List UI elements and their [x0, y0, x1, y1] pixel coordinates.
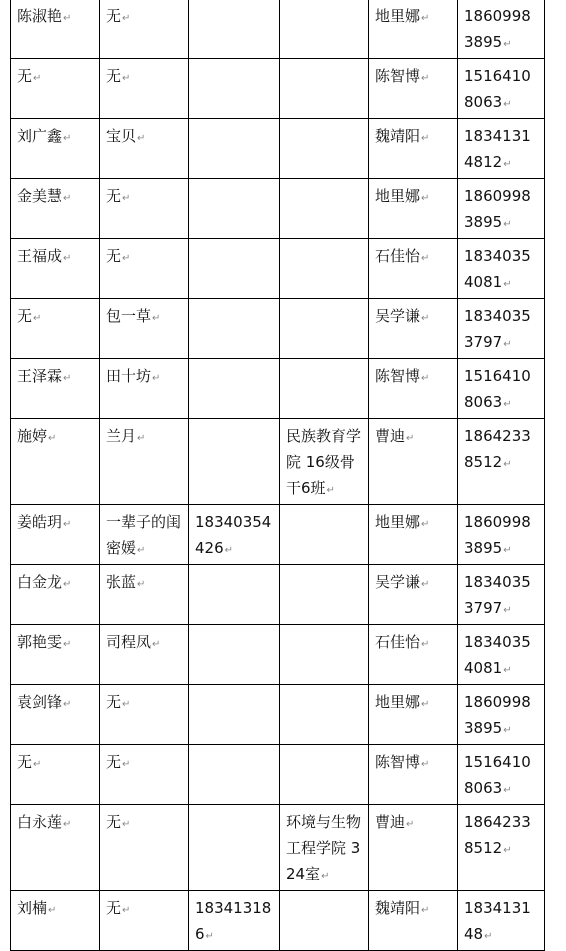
name-cell	[11, 805, 100, 891]
address-cell	[280, 685, 369, 745]
cell-text: 18642338512	[464, 427, 531, 471]
address-cell	[280, 119, 369, 179]
cell-text: 无	[106, 693, 122, 711]
cell-text: 18609983895	[464, 7, 531, 51]
cell-text: 18642338512	[464, 813, 531, 857]
paragraph-mark-icon: ↵	[122, 193, 131, 204]
address-cell	[280, 625, 369, 685]
paragraph-mark-icon: ↵	[406, 433, 415, 444]
nickname-cell	[100, 565, 189, 625]
address-cell	[280, 59, 369, 119]
cell-text: 田十坊	[106, 367, 152, 385]
phone-cell	[189, 685, 280, 745]
contact-person-cell	[369, 891, 458, 951]
table-row	[11, 745, 545, 805]
name-cell	[11, 565, 100, 625]
name-cell	[11, 0, 100, 59]
nickname-cell	[100, 59, 189, 119]
paragraph-mark-icon: ↵	[122, 759, 131, 770]
name-cell	[11, 745, 100, 805]
cell-text: 姜皓玥	[17, 513, 63, 531]
contact-person-cell	[369, 359, 458, 419]
cell-text: 无	[106, 7, 122, 25]
name-cell	[11, 59, 100, 119]
contact-phone-cell	[458, 299, 545, 359]
phone-cell	[189, 745, 280, 805]
paragraph-mark-icon: ↵	[421, 373, 430, 384]
paragraph-mark-icon: ↵	[122, 73, 131, 84]
name-cell	[11, 179, 100, 239]
cell-text: 地里娜	[375, 7, 421, 25]
paragraph-mark-icon: ↵	[205, 931, 214, 942]
cell-text: 曹迪	[375, 427, 406, 445]
cell-text: 吴学谦	[375, 573, 421, 591]
paragraph-mark-icon: ↵	[503, 785, 512, 796]
paragraph-mark-icon: ↵	[63, 373, 72, 384]
name-cell	[11, 239, 100, 299]
paragraph-mark-icon: ↵	[63, 579, 72, 590]
nickname-cell	[100, 505, 189, 565]
phone-cell	[189, 179, 280, 239]
table-row	[11, 239, 545, 299]
phone-cell	[189, 59, 280, 119]
paragraph-mark-icon: ↵	[122, 253, 131, 264]
paragraph-mark-icon: ↵	[122, 13, 131, 24]
paragraph-mark-icon: ↵	[48, 905, 57, 916]
nickname-cell	[100, 0, 189, 59]
cell-text: 18609983895	[464, 513, 531, 557]
paragraph-mark-icon: ↵	[63, 639, 72, 650]
paragraph-mark-icon: ↵	[63, 819, 72, 830]
cell-text: 18340354081	[464, 633, 531, 677]
cell-text: 魏靖阳	[375, 127, 421, 145]
contact-phone-cell	[458, 685, 545, 745]
paragraph-mark-icon: ↵	[137, 545, 146, 556]
paragraph-mark-icon: ↵	[421, 519, 430, 530]
nickname-cell	[100, 805, 189, 891]
cell-text: 魏靖阳	[375, 899, 421, 917]
contact-person-cell	[369, 0, 458, 59]
contact-person-cell	[369, 745, 458, 805]
cell-text: 18609983895	[464, 693, 531, 737]
cell-text: 刘楠	[17, 899, 48, 917]
nickname-cell	[100, 625, 189, 685]
phone-cell	[189, 625, 280, 685]
contact-phone-cell	[458, 505, 545, 565]
contact-person-cell	[369, 565, 458, 625]
address-cell	[280, 359, 369, 419]
paragraph-mark-icon: ↵	[503, 845, 512, 856]
contact-phone-cell	[458, 805, 545, 891]
cell-text: 宝贝	[106, 127, 137, 145]
cell-text: 施婷	[17, 427, 48, 445]
cell-text: 环境与生物工程学院 324室	[286, 813, 362, 883]
cell-text: 吴学谦	[375, 307, 421, 325]
table-row	[11, 179, 545, 239]
name-cell	[11, 685, 100, 745]
name-cell	[11, 359, 100, 419]
contact-person-cell	[369, 59, 458, 119]
paragraph-mark-icon: ↵	[152, 639, 161, 650]
cell-text: 地里娜	[375, 693, 421, 711]
paragraph-mark-icon: ↵	[503, 399, 512, 410]
table-row	[11, 59, 545, 119]
address-cell	[280, 505, 369, 565]
phone-cell	[189, 805, 280, 891]
paragraph-mark-icon: ↵	[421, 313, 430, 324]
name-cell	[11, 419, 100, 505]
paragraph-mark-icon: ↵	[122, 819, 131, 830]
cell-text: 陈淑艳	[17, 7, 63, 25]
paragraph-mark-icon: ↵	[63, 193, 72, 204]
contact-phone-cell	[458, 119, 545, 179]
phone-cell	[189, 299, 280, 359]
nickname-cell	[100, 745, 189, 805]
cell-text: 地里娜	[375, 187, 421, 205]
address-cell	[280, 0, 369, 59]
contact-phone-cell	[458, 745, 545, 805]
cell-text: 金美慧	[17, 187, 63, 205]
paragraph-mark-icon: ↵	[421, 639, 430, 650]
nickname-cell	[100, 179, 189, 239]
paragraph-mark-icon: ↵	[421, 13, 430, 24]
contact-person-cell	[369, 179, 458, 239]
nickname-cell	[100, 891, 189, 951]
cell-text: 陈智博	[375, 67, 421, 85]
cell-text: 无	[106, 247, 122, 265]
contact-person-cell	[369, 685, 458, 745]
cell-text: 18341314812	[464, 127, 531, 171]
cell-text: 曹迪	[375, 813, 406, 831]
contact-phone-cell	[458, 565, 545, 625]
paragraph-mark-icon: ↵	[63, 699, 72, 710]
cell-text: 18340353797	[464, 307, 531, 351]
cell-text: 刘广鑫	[17, 127, 63, 145]
paragraph-mark-icon: ↵	[152, 313, 161, 324]
cell-text: 无	[17, 307, 33, 325]
paragraph-mark-icon: ↵	[503, 219, 512, 230]
paragraph-mark-icon: ↵	[503, 665, 512, 676]
cell-text: 无	[17, 753, 33, 771]
paragraph-mark-icon: ↵	[33, 759, 42, 770]
contact-phone-cell	[458, 625, 545, 685]
paragraph-mark-icon: ↵	[152, 373, 161, 384]
cell-text: 无	[106, 67, 122, 85]
paragraph-mark-icon: ↵	[224, 545, 234, 556]
cell-text: 陈智博	[375, 753, 421, 771]
table-body	[11, 0, 545, 951]
paragraph-mark-icon: ↵	[63, 519, 72, 530]
contact-person-cell	[369, 805, 458, 891]
paragraph-mark-icon: ↵	[421, 193, 430, 204]
paragraph-mark-icon: ↵	[421, 579, 430, 590]
name-cell	[11, 625, 100, 685]
cell-text: 兰月	[106, 427, 137, 445]
table-row	[11, 625, 545, 685]
paragraph-mark-icon: ↵	[321, 871, 330, 882]
paragraph-mark-icon: ↵	[484, 931, 493, 942]
table-row	[11, 119, 545, 179]
paragraph-mark-icon: ↵	[503, 159, 512, 170]
phone-cell	[189, 505, 280, 565]
cell-text: 白金龙	[17, 573, 63, 591]
paragraph-mark-icon: ↵	[421, 133, 430, 144]
paragraph-mark-icon: ↵	[503, 279, 512, 290]
contact-person-cell	[369, 419, 458, 505]
nickname-cell	[100, 299, 189, 359]
table-row	[11, 359, 545, 419]
cell-text: 无	[106, 813, 122, 831]
cell-text: 民族教育学院 16级骨干6班	[286, 427, 362, 497]
nickname-cell	[100, 359, 189, 419]
address-cell	[280, 239, 369, 299]
table-row	[11, 805, 545, 891]
table-row	[11, 505, 545, 565]
nickname-cell	[100, 119, 189, 179]
paragraph-mark-icon: ↵	[33, 73, 42, 84]
cell-text: 王福成	[17, 247, 63, 265]
paragraph-mark-icon: ↵	[122, 699, 131, 710]
cell-text: 183413186	[195, 899, 272, 943]
cell-text: 陈智博	[375, 367, 421, 385]
cell-text: 无	[106, 753, 122, 771]
cell-text: 15164108063	[464, 753, 531, 797]
address-cell	[280, 299, 369, 359]
name-cell	[11, 891, 100, 951]
paragraph-mark-icon: ↵	[503, 459, 512, 470]
table-row	[11, 299, 545, 359]
cell-text: 一辈子的闺密媛	[106, 513, 182, 557]
table-row	[11, 0, 545, 59]
paragraph-mark-icon: ↵	[503, 99, 512, 110]
cell-text: 15164108063	[464, 367, 531, 411]
table-row	[11, 419, 545, 505]
cell-text: 无	[106, 187, 122, 205]
contact-person-cell	[369, 299, 458, 359]
cell-text: 郭艳雯	[17, 633, 63, 651]
address-cell	[280, 179, 369, 239]
table-row	[11, 891, 545, 951]
phone-cell	[189, 565, 280, 625]
phone-cell	[189, 119, 280, 179]
phone-cell	[189, 239, 280, 299]
address-cell	[280, 891, 369, 951]
address-cell	[280, 419, 369, 505]
paragraph-mark-icon: ↵	[503, 605, 512, 616]
contact-phone-cell	[458, 179, 545, 239]
paragraph-mark-icon: ↵	[421, 253, 430, 264]
address-cell	[280, 565, 369, 625]
paragraph-mark-icon: ↵	[137, 579, 146, 590]
cell-text: 18340354081	[464, 247, 531, 291]
cell-text: 王泽霖	[17, 367, 63, 385]
paragraph-mark-icon: ↵	[503, 39, 512, 50]
paragraph-mark-icon: ↵	[48, 433, 57, 444]
paragraph-mark-icon: ↵	[33, 313, 42, 324]
cell-text: 地里娜	[375, 513, 421, 531]
cell-text: 袁剑锋	[17, 693, 63, 711]
contact-person-cell	[369, 625, 458, 685]
cell-text: 183413148	[464, 899, 531, 943]
cell-text: 张蓝	[106, 573, 137, 591]
contact-phone-cell	[458, 0, 545, 59]
cell-text: 18609983895	[464, 187, 531, 231]
paragraph-mark-icon: ↵	[137, 433, 146, 444]
phone-cell	[189, 359, 280, 419]
contact-table	[10, 0, 545, 951]
contact-phone-cell	[458, 419, 545, 505]
paragraph-mark-icon: ↵	[503, 339, 512, 350]
name-cell	[11, 119, 100, 179]
paragraph-mark-icon: ↵	[137, 133, 146, 144]
address-cell	[280, 805, 369, 891]
contact-phone-cell	[458, 59, 545, 119]
cell-text: 18340354426	[195, 513, 272, 557]
paragraph-mark-icon: ↵	[63, 13, 72, 24]
contact-person-cell	[369, 239, 458, 299]
contact-phone-cell	[458, 891, 545, 951]
cell-text: 包一草	[106, 307, 152, 325]
paragraph-mark-icon: ↵	[503, 545, 512, 556]
paragraph-mark-icon: ↵	[421, 73, 430, 84]
phone-cell	[189, 891, 280, 951]
nickname-cell	[100, 239, 189, 299]
cell-text: 无	[106, 899, 122, 917]
contact-person-cell	[369, 119, 458, 179]
contact-phone-cell	[458, 239, 545, 299]
cell-text: 司程凤	[106, 633, 152, 651]
phone-cell	[189, 419, 280, 505]
phone-cell	[189, 0, 280, 59]
cell-text: 无	[17, 67, 33, 85]
paragraph-mark-icon: ↵	[421, 699, 430, 710]
paragraph-mark-icon: ↵	[406, 819, 415, 830]
nickname-cell	[100, 419, 189, 505]
cell-text: 石佳怡	[375, 633, 421, 651]
paragraph-mark-icon: ↵	[122, 905, 131, 916]
table-row	[11, 565, 545, 625]
address-cell	[280, 745, 369, 805]
cell-text: 18340353797	[464, 573, 531, 617]
paragraph-mark-icon: ↵	[421, 759, 430, 770]
name-cell	[11, 299, 100, 359]
cell-text: 15164108063	[464, 67, 531, 111]
paragraph-mark-icon: ↵	[503, 725, 512, 736]
paragraph-mark-icon: ↵	[326, 485, 335, 496]
cell-text: 石佳怡	[375, 247, 421, 265]
contact-person-cell	[369, 505, 458, 565]
paragraph-mark-icon: ↵	[63, 133, 72, 144]
nickname-cell	[100, 685, 189, 745]
cell-text: 白永莲	[17, 813, 63, 831]
table-row	[11, 685, 545, 745]
name-cell	[11, 505, 100, 565]
contact-phone-cell	[458, 359, 545, 419]
paragraph-mark-icon: ↵	[63, 253, 72, 264]
paragraph-mark-icon: ↵	[421, 905, 430, 916]
